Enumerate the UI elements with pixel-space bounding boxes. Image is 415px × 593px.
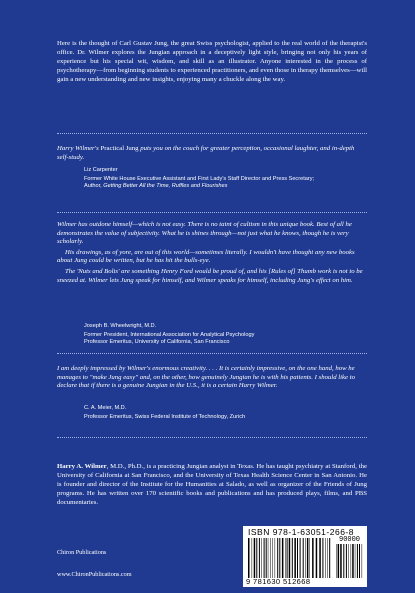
barcode-bar	[316, 538, 318, 578]
barcode-bar	[289, 538, 291, 578]
barcode-bar	[346, 544, 347, 578]
review-quote-meier	[57, 365, 367, 393]
barcode-bar	[264, 538, 265, 578]
barcode-bar	[355, 544, 356, 578]
barcode-bar	[300, 538, 301, 578]
review-quote-rest: puts you on the couch for greater perception, occasional laughter, and in-depth self-study.	[57, 145, 355, 161]
barcode-bar	[343, 544, 344, 578]
author-bio-text: , M.D., Ph.D., is a practicing Jungian analyst in Texas. He has taught psychiatry at Stanford, the University of California at San Francisco, and the University of Texas Health Science Center in San Antonio. He is founder and director of the Institute for the Humanities at Salado, as well as organizer of the Friends of Jung programs. He has written over 170 scientific books and publications and has produced plays, films, and PBS documentaries.	[57, 463, 367, 506]
barcode-bar	[287, 538, 288, 578]
barcode-bar	[256, 538, 257, 578]
divider	[57, 133, 367, 134]
author-name: Harry A. Wilmer	[57, 463, 107, 470]
reviewer-title: Professor Emeritus, University of California, San Francisco	[84, 339, 230, 346]
barcode-bar	[326, 538, 327, 578]
barcode-digits: 9 781630 512668	[246, 577, 311, 586]
barcode-bar	[252, 538, 253, 578]
barcode-bar	[282, 538, 284, 578]
reviewer-title: Professor Emeritus, Swiss Federal Institute of Technology, Zurich	[84, 414, 246, 421]
review-quote-paragraph: The 'Nuts and Bolts' are something Henry Ford would be proud of, and his [Rules of] Thumb work is not to be sneezed at. Wilmer lets Jung speak for himself, and Wilmer speaks for himself, including Jung's effect on him.	[57, 267, 363, 284]
barcode-bar	[336, 544, 337, 578]
review-attribution-meier	[84, 405, 370, 421]
reviewer-title	[84, 183, 370, 190]
barcode-bar	[266, 538, 267, 578]
isbn-label: ISBN 978-1-63051-266-8	[248, 527, 354, 537]
barcode-bar	[303, 538, 304, 578]
review-quote-paragraph: Wilmer has outdone himself—which is not easy. There is no taint of cultism in this unique book. Best of all he demonstrates the value of subjectivity. What he is shines through—not just what he knows, though he is very scholarly.	[57, 221, 352, 246]
intro-paragraph: Here is the thought of Carl Gustav Jung, the great Swiss psychologist, applied to the real world of the therapist's office. Dr. Wilmer explores the Jungian approach in a deceptively light style, bringing not only his years of experience but his special wit, wisdom, and skill as an illustrator. Anyone interested in the process of psychotherapy—from beginning students to experienced practitioners, and even those in therapy themselves—will gain a new understanding and new insights, enjoying many a chuckle along the way.	[57, 40, 367, 83]
barcode-bar	[329, 538, 330, 578]
barcode-bar	[327, 538, 328, 578]
barcode-bar	[305, 538, 306, 578]
barcode-bar	[261, 538, 262, 578]
addon-barcode-bars	[336, 544, 364, 578]
barcode-bar	[277, 538, 278, 578]
reviewer-title: Former President, International Association for Analytical Psychology	[84, 332, 255, 339]
barcode-bar	[362, 544, 363, 578]
review-quote-carpenter	[57, 145, 367, 164]
review-quote-paragraph: I am deeply impressed by Wilmer's enormous creativity. . . . It is certainly impressive, on the one hand, how he manages to "make Jung easy" and, on the other, how genuinely Jungian he is with his patients. I should like to declare that if there is a genuine Jungian in the U.S., it is a certain Harry Wilmer.	[57, 365, 355, 390]
ean-barcode-bars	[248, 538, 332, 578]
barcode-bar	[312, 538, 314, 578]
review-quote-wheelwright	[57, 221, 367, 287]
barcode-bar	[349, 544, 350, 578]
barcode-bar	[352, 544, 354, 578]
isbn-barcode	[243, 526, 367, 587]
barcode-bar	[307, 538, 309, 578]
barcode-bar	[268, 538, 269, 578]
barcode-bar	[275, 538, 276, 578]
review-quote-paragraph: His drawings, as of yore, are out of this world—sometimes literally. I wouldn't have thought any new books about Jung could be written, but he has hit the bulls-eye.	[57, 248, 355, 265]
barcode-bar	[292, 538, 293, 578]
divider	[57, 212, 367, 213]
barcode-bar	[254, 538, 256, 578]
barcode-bar	[279, 538, 280, 578]
review-attribution-wheelwright	[84, 323, 370, 347]
barcode-bar	[285, 538, 286, 578]
divider	[57, 353, 367, 354]
reviewer-name: Joseph B. Wheelwright, M.D.	[84, 323, 157, 329]
review-quote-book-title: Practical Jung	[100, 145, 139, 152]
reviewer-author-lead: Author,	[84, 183, 104, 190]
barcode-bar	[272, 538, 273, 578]
barcode-bar	[338, 544, 340, 578]
barcode-bar	[294, 538, 296, 578]
barcode-bar	[359, 544, 360, 578]
reviewer-book-titles: Getting Better All the Time, Ruffles and Flourishes	[103, 183, 228, 190]
reviewer-name: Liz Carpenter	[84, 167, 118, 173]
barcode-bar	[319, 538, 321, 578]
review-attribution-carpenter	[84, 167, 370, 191]
review-quote-lead: Harry Wilmer's	[57, 145, 101, 152]
barcode-bar	[310, 538, 311, 578]
reviewer-title: Former White House Executive Assistant and First Lady's Staff Director and Press Secretary;	[84, 176, 315, 183]
reviewer-name: C. A. Meier, M.D.	[84, 405, 127, 411]
barcode-bar	[297, 538, 298, 578]
barcode-bar	[357, 544, 358, 578]
publisher-website: www.ChironPublications.com	[57, 571, 132, 578]
barcode-bar	[340, 544, 342, 578]
barcode-bar	[248, 538, 250, 578]
barcode-bar	[322, 538, 323, 578]
barcode-bar	[270, 538, 271, 578]
barcode-bar	[259, 538, 260, 578]
divider	[57, 437, 367, 438]
author-bio	[57, 462, 367, 507]
price-code: 90000	[339, 536, 361, 544]
barcode-bar	[351, 544, 352, 578]
publisher-name: Chiron Publications	[57, 549, 107, 556]
